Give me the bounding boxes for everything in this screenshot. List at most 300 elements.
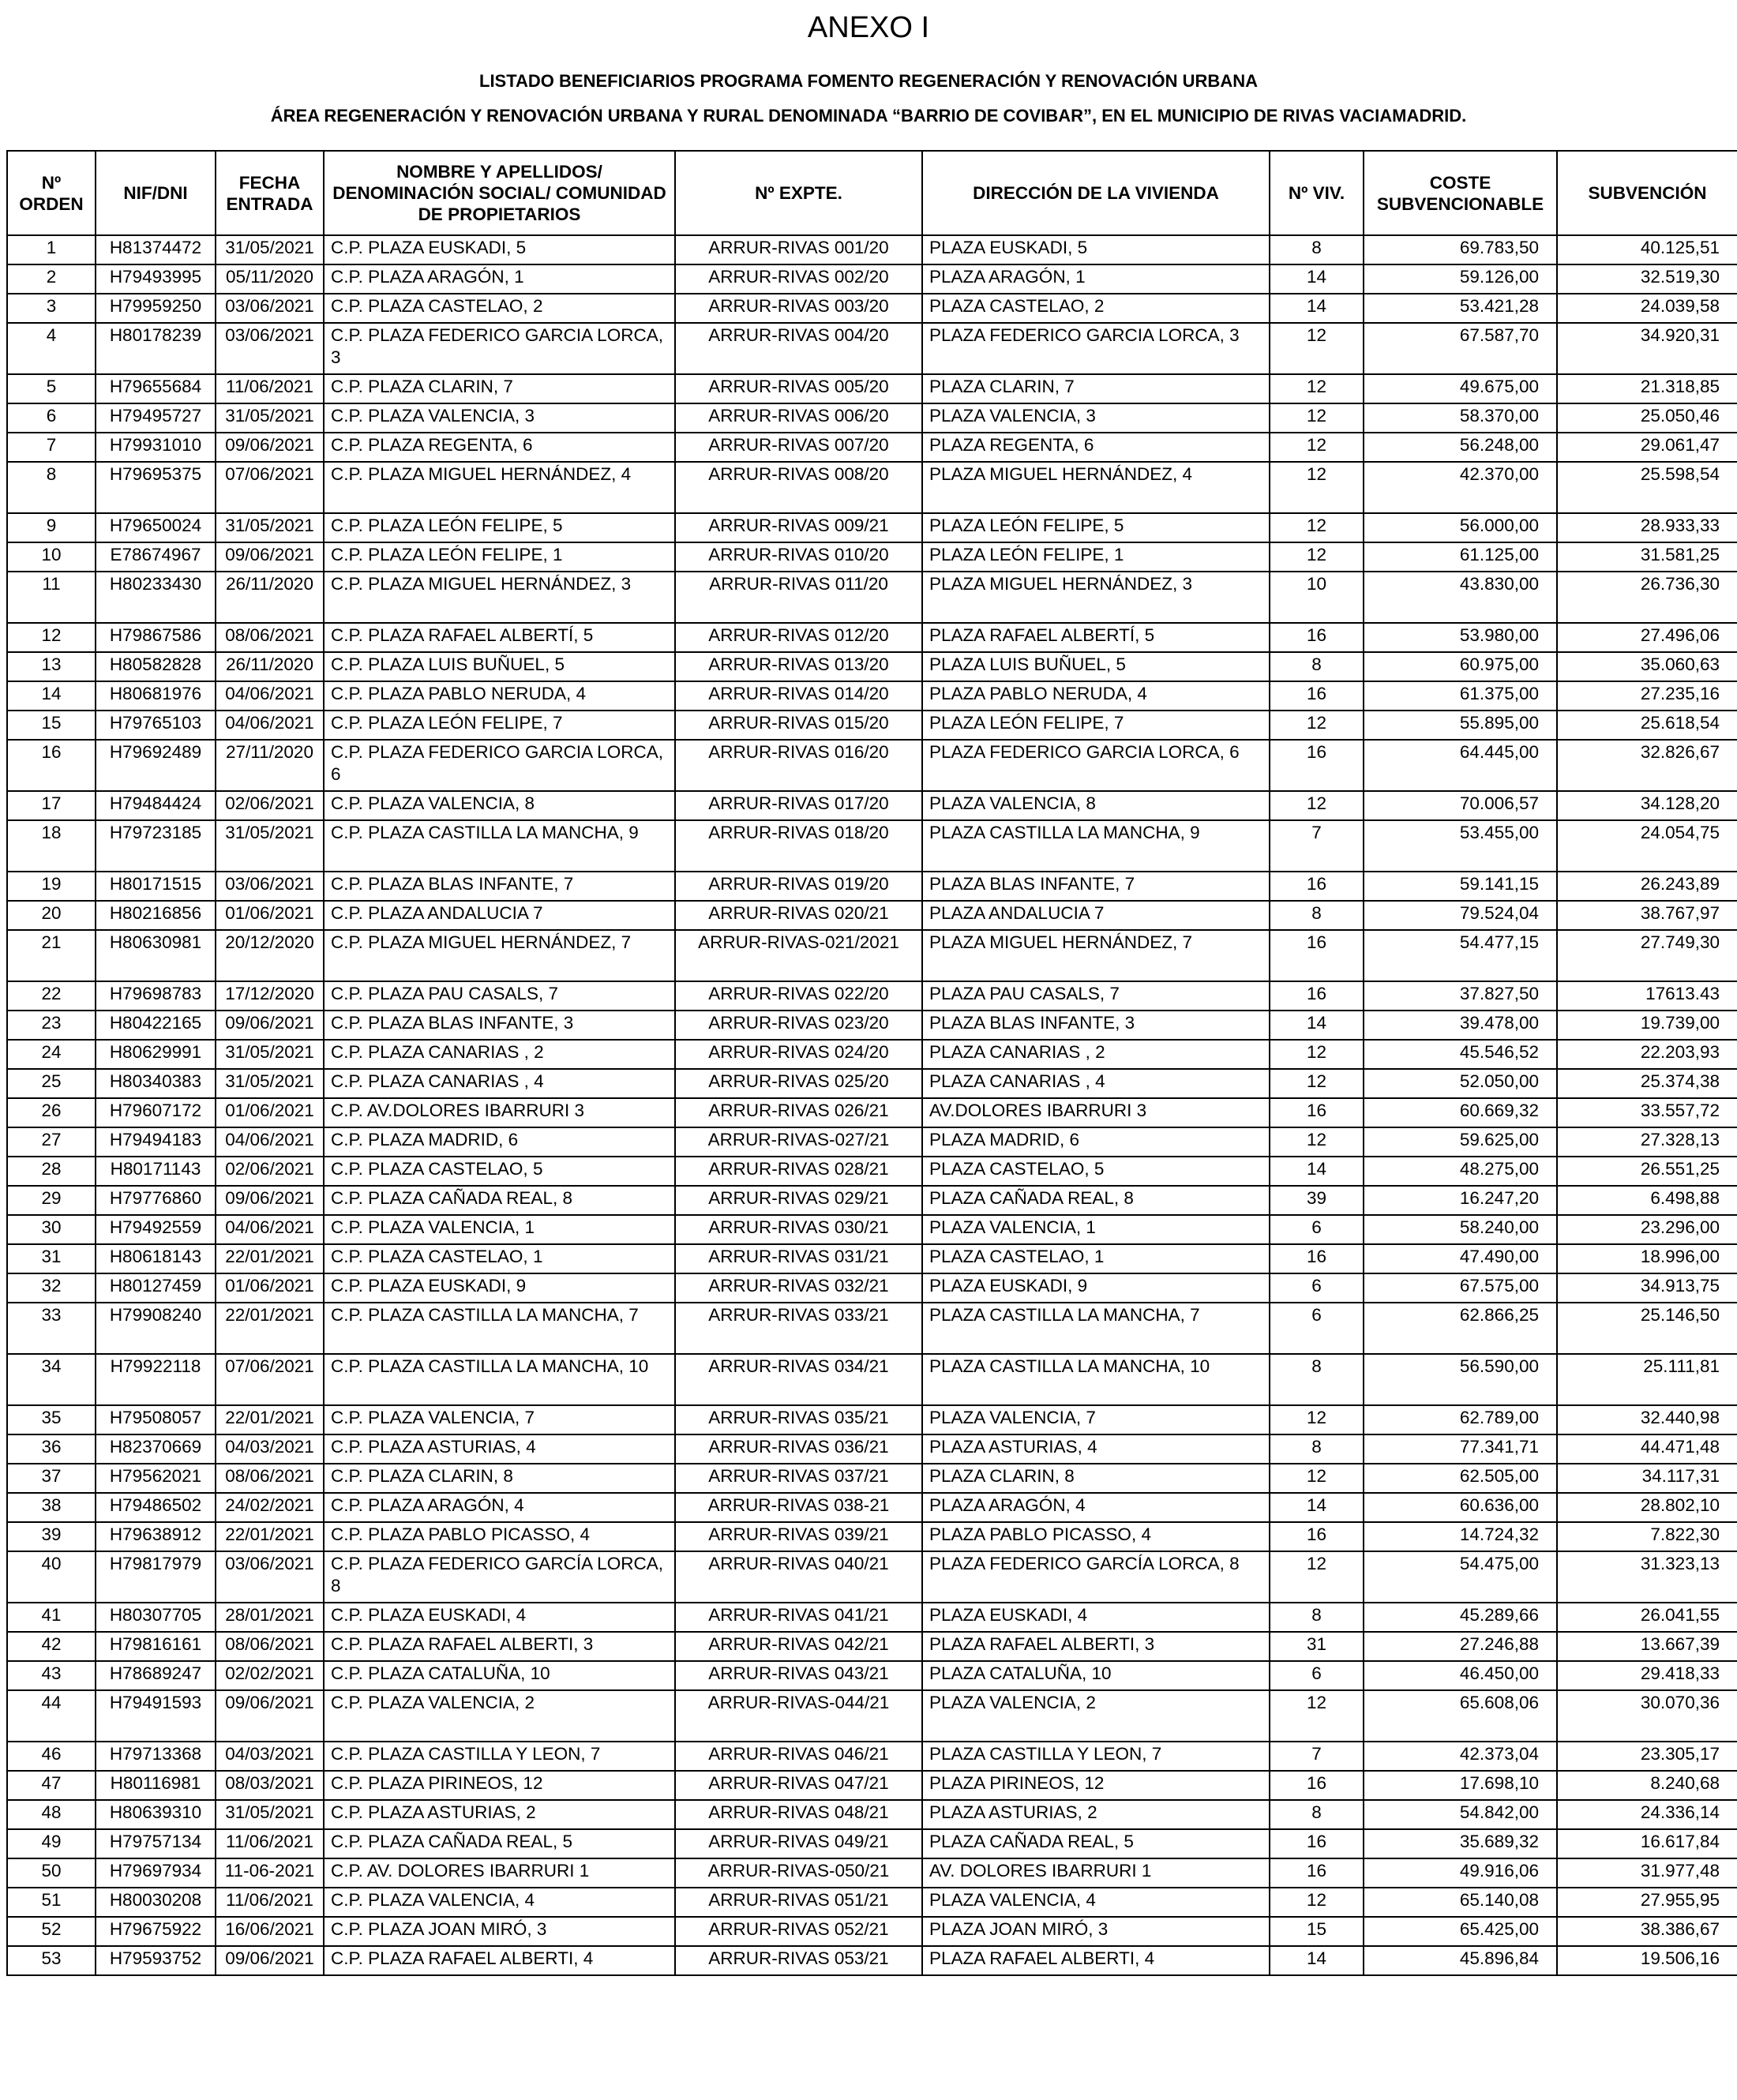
nombre-cell: C.P. PLAZA RAFAEL ALBERTI, 4: [324, 1946, 675, 1975]
expte-cell: ARRUR-RIVAS 051/21: [675, 1888, 922, 1917]
nombre-cell: C.P. PLAZA PABLO NERUDA, 4: [324, 681, 675, 711]
coste-cell: 45.546,52: [1364, 1040, 1557, 1069]
nif-cell: H80127459: [96, 1273, 216, 1303]
orden-cell: 1: [7, 235, 96, 264]
subvencion-cell: 19.739,00: [1557, 1011, 1737, 1040]
direccion-cell: PLAZA MIGUEL HERNÁNDEZ, 4: [922, 462, 1270, 513]
table-row: [7, 681, 1737, 711]
table-row: [7, 403, 1737, 433]
table-row: [7, 1011, 1737, 1040]
coste-cell: 53.421,28: [1364, 294, 1557, 323]
coste-cell: 70.006,57: [1364, 791, 1557, 820]
direccion-cell: PLAZA CLARIN, 8: [922, 1464, 1270, 1493]
orden-cell: 3: [7, 294, 96, 323]
viviendas-cell: 7: [1270, 820, 1364, 872]
orden-cell: 19: [7, 872, 96, 901]
viviendas-cell: 12: [1270, 323, 1364, 374]
viviendas-cell: 12: [1270, 1040, 1364, 1069]
orden-cell: 48: [7, 1800, 96, 1829]
viviendas-cell: 16: [1270, 981, 1364, 1011]
direccion-cell: PLAZA LUIS BUÑUEL, 5: [922, 652, 1270, 681]
direccion-cell: PLAZA FEDERICO GARCÍA LORCA, 8: [922, 1551, 1270, 1603]
direccion-cell: PLAZA EUSKADI, 9: [922, 1273, 1270, 1303]
subvencion-cell: 34.920,31: [1557, 323, 1737, 374]
fecha-cell: 01/06/2021: [216, 1273, 324, 1303]
orden-cell: 24: [7, 1040, 96, 1069]
nombre-cell: C.P. PLAZA CASTILLA LA MANCHA, 10: [324, 1354, 675, 1405]
expte-cell: ARRUR-RIVAS 037/21: [675, 1464, 922, 1493]
table-row: [7, 1551, 1737, 1603]
coste-cell: 79.524,04: [1364, 901, 1557, 930]
viviendas-cell: 8: [1270, 235, 1364, 264]
orden-cell: 30: [7, 1215, 96, 1244]
direccion-cell: PLAZA PABLO PICASSO, 4: [922, 1522, 1270, 1551]
direccion-cell: PLAZA MADRID, 6: [922, 1127, 1270, 1157]
fecha-cell: 22/01/2021: [216, 1303, 324, 1354]
nombre-cell: C.P. PLAZA ASTURIAS, 2: [324, 1800, 675, 1829]
fecha-cell: 11/06/2021: [216, 1829, 324, 1858]
nif-cell: H79931010: [96, 433, 216, 462]
direccion-cell: PLAZA CASTILLA LA MANCHA, 7: [922, 1303, 1270, 1354]
nif-cell: H79695375: [96, 462, 216, 513]
nombre-cell: C.P. PLAZA CAÑADA REAL, 8: [324, 1186, 675, 1215]
viviendas-cell: 10: [1270, 572, 1364, 623]
table-row: [7, 623, 1737, 652]
fecha-cell: 04/06/2021: [216, 711, 324, 740]
nombre-cell: C.P. PLAZA LEÓN FELIPE, 7: [324, 711, 675, 740]
table-row: [7, 542, 1737, 572]
subvencion-cell: 32.519,30: [1557, 264, 1737, 294]
nombre-cell: C.P. PLAZA JOAN MIRÓ, 3: [324, 1917, 675, 1946]
expte-cell: ARRUR-RIVAS 052/21: [675, 1917, 922, 1946]
table-row: [7, 1742, 1737, 1771]
table-row: [7, 1215, 1737, 1244]
coste-cell: 59.126,00: [1364, 264, 1557, 294]
orden-cell: 20: [7, 901, 96, 930]
nif-cell: H79495727: [96, 403, 216, 433]
orden-cell: 53: [7, 1946, 96, 1975]
direccion-cell: PLAZA CAÑADA REAL, 5: [922, 1829, 1270, 1858]
viviendas-cell: 16: [1270, 623, 1364, 652]
fecha-cell: 24/02/2021: [216, 1493, 324, 1522]
fecha-cell: 11/06/2021: [216, 1888, 324, 1917]
header-orden: Nº ORDEN: [7, 151, 96, 235]
expte-cell: ARRUR-RIVAS 035/21: [675, 1405, 922, 1434]
fecha-cell: 31/05/2021: [216, 403, 324, 433]
direccion-cell: PLAZA EUSKADI, 4: [922, 1603, 1270, 1632]
expte-cell: ARRUR-RIVAS 028/21: [675, 1157, 922, 1186]
table-row: [7, 1771, 1737, 1800]
subvencion-cell: 33.557,72: [1557, 1098, 1737, 1127]
expte-cell: ARRUR-RIVAS 047/21: [675, 1771, 922, 1800]
nombre-cell: C.P. PLAZA FEDERICO GARCIA LORCA, 3: [324, 323, 675, 374]
viviendas-cell: 12: [1270, 433, 1364, 462]
direccion-cell: PLAZA ARAGÓN, 1: [922, 264, 1270, 294]
coste-cell: 58.240,00: [1364, 1215, 1557, 1244]
subvencion-cell: 27.496,06: [1557, 623, 1737, 652]
expte-cell: ARRUR-RIVAS-044/21: [675, 1690, 922, 1742]
coste-cell: 64.445,00: [1364, 740, 1557, 791]
expte-cell: ARRUR-RIVAS 048/21: [675, 1800, 922, 1829]
header-fecha: FECHA ENTRADA: [216, 151, 324, 235]
direccion-cell: PLAZA VALENCIA, 3: [922, 403, 1270, 433]
table-row: [7, 1690, 1737, 1742]
header-nif: NIF/DNI: [96, 151, 216, 235]
table-row: [7, 901, 1737, 930]
subvencion-cell: 21.318,85: [1557, 374, 1737, 403]
table-row: [7, 711, 1737, 740]
orden-cell: 41: [7, 1603, 96, 1632]
viviendas-cell: 6: [1270, 1661, 1364, 1690]
subvencion-cell: 27.328,13: [1557, 1127, 1737, 1157]
viviendas-cell: 31: [1270, 1632, 1364, 1661]
orden-cell: 2: [7, 264, 96, 294]
orden-cell: 35: [7, 1405, 96, 1434]
direccion-cell: PLAZA MIGUEL HERNÁNDEZ, 7: [922, 930, 1270, 981]
expte-cell: ARRUR-RIVAS 005/20: [675, 374, 922, 403]
orden-cell: 49: [7, 1829, 96, 1858]
viviendas-cell: 8: [1270, 1800, 1364, 1829]
expte-cell: ARRUR-RIVAS 010/20: [675, 542, 922, 572]
viviendas-cell: 12: [1270, 542, 1364, 572]
coste-cell: 52.050,00: [1364, 1069, 1557, 1098]
fecha-cell: 22/01/2021: [216, 1522, 324, 1551]
viviendas-cell: 8: [1270, 1603, 1364, 1632]
direccion-cell: PLAZA ARAGÓN, 4: [922, 1493, 1270, 1522]
nif-cell: H79765103: [96, 711, 216, 740]
viviendas-cell: 16: [1270, 1771, 1364, 1800]
subvencion-cell: 25.111,81: [1557, 1354, 1737, 1405]
coste-cell: 77.341,71: [1364, 1434, 1557, 1464]
direccion-cell: PLAZA VALENCIA, 4: [922, 1888, 1270, 1917]
subvencion-cell: 27.749,30: [1557, 930, 1737, 981]
direccion-cell: PLAZA PABLO NERUDA, 4: [922, 681, 1270, 711]
table-row: [7, 462, 1737, 513]
fecha-cell: 03/06/2021: [216, 323, 324, 374]
orden-cell: 16: [7, 740, 96, 791]
nif-cell: H79638912: [96, 1522, 216, 1551]
orden-cell: 7: [7, 433, 96, 462]
direccion-cell: PLAZA VALENCIA, 7: [922, 1405, 1270, 1434]
orden-cell: 13: [7, 652, 96, 681]
nif-cell: H79593752: [96, 1946, 216, 1975]
subvencion-cell: 34.913,75: [1557, 1273, 1737, 1303]
expte-cell: ARRUR-RIVAS 038-21: [675, 1493, 922, 1522]
table-row: [7, 294, 1737, 323]
nif-cell: H79713368: [96, 1742, 216, 1771]
nif-cell: H80422165: [96, 1011, 216, 1040]
expte-cell: ARRUR-RIVAS 016/20: [675, 740, 922, 791]
nif-cell: H79650024: [96, 513, 216, 542]
direccion-cell: PLAZA REGENTA, 6: [922, 433, 1270, 462]
orden-cell: 44: [7, 1690, 96, 1742]
nombre-cell: C.P. PLAZA PABLO PICASSO, 4: [324, 1522, 675, 1551]
nombre-cell: C.P. PLAZA FEDERICO GARCIA LORCA, 6: [324, 740, 675, 791]
coste-cell: 39.478,00: [1364, 1011, 1557, 1040]
table-row: [7, 1244, 1737, 1273]
direccion-cell: PLAZA RAFAEL ALBERTI, 3: [922, 1632, 1270, 1661]
viviendas-cell: 6: [1270, 1273, 1364, 1303]
direccion-cell: PLAZA CASTILLA Y LEON, 7: [922, 1742, 1270, 1771]
direccion-cell: PLAZA RAFAEL ALBERTI, 4: [922, 1946, 1270, 1975]
subvencion-cell: 40.125,51: [1557, 235, 1737, 264]
viviendas-cell: 12: [1270, 791, 1364, 820]
orden-cell: 39: [7, 1522, 96, 1551]
orden-cell: 42: [7, 1632, 96, 1661]
coste-cell: 59.625,00: [1364, 1127, 1557, 1157]
table-row: [7, 1069, 1737, 1098]
direccion-cell: PLAZA BLAS INFANTE, 3: [922, 1011, 1270, 1040]
table-row: [7, 1493, 1737, 1522]
subvencion-cell: 38.386,67: [1557, 1917, 1737, 1946]
nombre-cell: C.P. PLAZA LEÓN FELIPE, 1: [324, 542, 675, 572]
coste-cell: 54.475,00: [1364, 1551, 1557, 1603]
subvencion-cell: 31.581,25: [1557, 542, 1737, 572]
nif-cell: H79776860: [96, 1186, 216, 1215]
header-expte: Nº EXPTE.: [675, 151, 922, 235]
subvencion-cell: 31.977,48: [1557, 1858, 1737, 1888]
nif-cell: H79492559: [96, 1215, 216, 1244]
nombre-cell: C.P. PLAZA CLARIN, 8: [324, 1464, 675, 1493]
orden-cell: 46: [7, 1742, 96, 1771]
coste-cell: 16.247,20: [1364, 1186, 1557, 1215]
subvencion-cell: 25.050,46: [1557, 403, 1737, 433]
table-row: [7, 1917, 1737, 1946]
viviendas-cell: 8: [1270, 1354, 1364, 1405]
viviendas-cell: 7: [1270, 1742, 1364, 1771]
table-row: [7, 1632, 1737, 1661]
nombre-cell: C.P. PLAZA CLARIN, 7: [324, 374, 675, 403]
nombre-cell: C.P. PLAZA CASTELAO, 5: [324, 1157, 675, 1186]
nombre-cell: C.P. PLAZA CASTELAO, 1: [324, 1244, 675, 1273]
direccion-cell: PLAZA VALENCIA, 8: [922, 791, 1270, 820]
nif-cell: H79493995: [96, 264, 216, 294]
fecha-cell: 04/03/2021: [216, 1742, 324, 1771]
table-row: [7, 374, 1737, 403]
direccion-cell: PLAZA FEDERICO GARCIA LORCA, 6: [922, 740, 1270, 791]
table-row: [7, 1303, 1737, 1354]
subvencion-cell: 30.070,36: [1557, 1690, 1737, 1742]
coste-cell: 14.724,32: [1364, 1522, 1557, 1551]
orden-cell: 11: [7, 572, 96, 623]
viviendas-cell: 16: [1270, 1244, 1364, 1273]
header-direccion: DIRECCIÓN DE LA VIVIENDA: [922, 151, 1270, 235]
table-row: [7, 264, 1737, 294]
expte-cell: ARRUR-RIVAS 001/20: [675, 235, 922, 264]
nombre-cell: C.P. PLAZA EUSKADI, 4: [324, 1603, 675, 1632]
expte-cell: ARRUR-RIVAS 007/20: [675, 433, 922, 462]
coste-cell: 55.895,00: [1364, 711, 1557, 740]
nif-cell: H79655684: [96, 374, 216, 403]
coste-cell: 42.373,04: [1364, 1742, 1557, 1771]
coste-cell: 65.140,08: [1364, 1888, 1557, 1917]
orden-cell: 6: [7, 403, 96, 433]
table-row: [7, 1186, 1737, 1215]
table-row: [7, 572, 1737, 623]
nombre-cell: C.P. PLAZA CATALUÑA, 10: [324, 1661, 675, 1690]
nif-cell: H79723185: [96, 820, 216, 872]
table-row: [7, 1946, 1737, 1975]
nif-cell: H79675922: [96, 1917, 216, 1946]
table-row: [7, 820, 1737, 872]
table-row: [7, 1522, 1737, 1551]
direccion-cell: PLAZA MIGUEL HERNÁNDEZ, 3: [922, 572, 1270, 623]
subvencion-cell: 28.802,10: [1557, 1493, 1737, 1522]
fecha-cell: 09/06/2021: [216, 1690, 324, 1742]
coste-cell: 49.675,00: [1364, 374, 1557, 403]
direccion-cell: PLAZA LEÓN FELIPE, 1: [922, 542, 1270, 572]
viviendas-cell: 12: [1270, 1690, 1364, 1742]
coste-cell: 42.370,00: [1364, 462, 1557, 513]
coste-cell: 53.980,00: [1364, 623, 1557, 652]
orden-cell: 28: [7, 1157, 96, 1186]
expte-cell: ARRUR-RIVAS 046/21: [675, 1742, 922, 1771]
nif-cell: H79692489: [96, 740, 216, 791]
viviendas-cell: 15: [1270, 1917, 1364, 1946]
viviendas-cell: 16: [1270, 740, 1364, 791]
orden-cell: 9: [7, 513, 96, 542]
fecha-cell: 02/06/2021: [216, 791, 324, 820]
orden-cell: 14: [7, 681, 96, 711]
subvencion-cell: 44.471,48: [1557, 1434, 1737, 1464]
subvencion-cell: 29.418,33: [1557, 1661, 1737, 1690]
coste-cell: 60.975,00: [1364, 652, 1557, 681]
fecha-cell: 03/06/2021: [216, 1551, 324, 1603]
nombre-cell: C.P. PLAZA VALENCIA, 2: [324, 1690, 675, 1742]
expte-cell: ARRUR-RIVAS 026/21: [675, 1098, 922, 1127]
viviendas-cell: 12: [1270, 403, 1364, 433]
fecha-cell: 11-06-2021: [216, 1858, 324, 1888]
nif-cell: H78689247: [96, 1661, 216, 1690]
fecha-cell: 03/06/2021: [216, 872, 324, 901]
nombre-cell: C.P. PLAZA RAFAEL ALBERTÍ, 5: [324, 623, 675, 652]
orden-cell: 31: [7, 1244, 96, 1273]
coste-cell: 17.698,10: [1364, 1771, 1557, 1800]
nombre-cell: C.P. PLAZA REGENTA, 6: [324, 433, 675, 462]
viviendas-cell: 14: [1270, 1946, 1364, 1975]
viviendas-cell: 16: [1270, 1522, 1364, 1551]
viviendas-cell: 6: [1270, 1303, 1364, 1354]
orden-cell: 50: [7, 1858, 96, 1888]
expte-cell: ARRUR-RIVAS 042/21: [675, 1632, 922, 1661]
nombre-cell: C.P. PLAZA BLAS INFANTE, 7: [324, 872, 675, 901]
expte-cell: ARRUR-RIVAS 032/21: [675, 1273, 922, 1303]
nombre-cell: C.P. PLAZA CASTILLA LA MANCHA, 9: [324, 820, 675, 872]
viviendas-cell: 12: [1270, 1888, 1364, 1917]
nombre-cell: C.P. PLAZA MIGUEL HERNÁNDEZ, 4: [324, 462, 675, 513]
table-row: [7, 1354, 1737, 1405]
coste-cell: 61.375,00: [1364, 681, 1557, 711]
coste-cell: 35.689,32: [1364, 1829, 1557, 1858]
direccion-cell: PLAZA ASTURIAS, 2: [922, 1800, 1270, 1829]
table-row: [7, 1273, 1737, 1303]
expte-cell: ARRUR-RIVAS 015/20: [675, 711, 922, 740]
viviendas-cell: 8: [1270, 1434, 1364, 1464]
direccion-cell: PLAZA LEÓN FELIPE, 7: [922, 711, 1270, 740]
document-title: ANEXO I: [807, 11, 930, 44]
viviendas-cell: 12: [1270, 1551, 1364, 1603]
coste-cell: 54.842,00: [1364, 1800, 1557, 1829]
table-row: [7, 1464, 1737, 1493]
orden-cell: 32: [7, 1273, 96, 1303]
nombre-cell: C.P. PLAZA CASTILLA LA MANCHA, 7: [324, 1303, 675, 1354]
table-row: [7, 1157, 1737, 1186]
subvencion-cell: 27.235,16: [1557, 681, 1737, 711]
nombre-cell: C.P. PLAZA EUSKADI, 5: [324, 235, 675, 264]
orden-cell: 33: [7, 1303, 96, 1354]
table-row: [7, 235, 1737, 264]
nif-cell: H79562021: [96, 1464, 216, 1493]
subvencion-cell: 25.618,54: [1557, 711, 1737, 740]
coste-cell: 67.587,70: [1364, 323, 1557, 374]
nombre-cell: C.P. PLAZA BLAS INFANTE, 3: [324, 1011, 675, 1040]
nif-cell: H80178239: [96, 323, 216, 374]
direccion-cell: PLAZA ASTURIAS, 4: [922, 1434, 1270, 1464]
expte-cell: ARRUR-RIVAS 034/21: [675, 1354, 922, 1405]
nif-cell: H80116981: [96, 1771, 216, 1800]
subvencion-cell: 35.060,63: [1557, 652, 1737, 681]
fecha-cell: 09/06/2021: [216, 433, 324, 462]
nif-cell: H80307705: [96, 1603, 216, 1632]
expte-cell: ARRUR-RIVAS 030/21: [675, 1215, 922, 1244]
viviendas-cell: 12: [1270, 374, 1364, 403]
fecha-cell: 08/03/2021: [216, 1771, 324, 1800]
direccion-cell: PLAZA BLAS INFANTE, 7: [922, 872, 1270, 901]
orden-cell: 26: [7, 1098, 96, 1127]
header-subvencion: SUBVENCIÓN: [1557, 151, 1737, 235]
viviendas-cell: 14: [1270, 1493, 1364, 1522]
nif-cell: H80630981: [96, 930, 216, 981]
direccion-cell: PLAZA CAÑADA REAL, 8: [922, 1186, 1270, 1215]
subvencion-cell: 18.996,00: [1557, 1244, 1737, 1273]
expte-cell: ARRUR-RIVAS 009/21: [675, 513, 922, 542]
viviendas-cell: 6: [1270, 1215, 1364, 1244]
table-row: [7, 872, 1737, 901]
expte-cell: ARRUR-RIVAS 041/21: [675, 1603, 922, 1632]
viviendas-cell: 14: [1270, 264, 1364, 294]
orden-cell: 17: [7, 791, 96, 820]
subvencion-cell: 32.440,98: [1557, 1405, 1737, 1434]
table-row: [7, 323, 1737, 374]
subvencion-cell: 16.617,84: [1557, 1829, 1737, 1858]
coste-cell: 56.590,00: [1364, 1354, 1557, 1405]
orden-cell: 40: [7, 1551, 96, 1603]
fecha-cell: 09/06/2021: [216, 1011, 324, 1040]
fecha-cell: 31/05/2021: [216, 235, 324, 264]
coste-cell: 45.289,66: [1364, 1603, 1557, 1632]
header-viv: Nº VIV.: [1270, 151, 1364, 235]
table-row: [7, 1405, 1737, 1434]
direccion-cell: PLAZA CANARIAS , 2: [922, 1040, 1270, 1069]
orden-cell: 23: [7, 1011, 96, 1040]
coste-cell: 67.575,00: [1364, 1273, 1557, 1303]
nif-cell: H80216856: [96, 901, 216, 930]
expte-cell: ARRUR-RIVAS 020/21: [675, 901, 922, 930]
orden-cell: 29: [7, 1186, 96, 1215]
coste-cell: 65.608,06: [1364, 1690, 1557, 1742]
fecha-cell: 17/12/2020: [216, 981, 324, 1011]
viviendas-cell: 12: [1270, 711, 1364, 740]
fecha-cell: 27/11/2020: [216, 740, 324, 791]
expte-cell: ARRUR-RIVAS 025/20: [675, 1069, 922, 1098]
subvencion-cell: 25.374,38: [1557, 1069, 1737, 1098]
table-row: [7, 1800, 1737, 1829]
nombre-cell: C.P. PLAZA CANARIAS , 4: [324, 1069, 675, 1098]
viviendas-cell: 39: [1270, 1186, 1364, 1215]
direccion-cell: PLAZA CATALUÑA, 10: [922, 1661, 1270, 1690]
table-row: [7, 981, 1737, 1011]
coste-cell: 45.896,84: [1364, 1946, 1557, 1975]
